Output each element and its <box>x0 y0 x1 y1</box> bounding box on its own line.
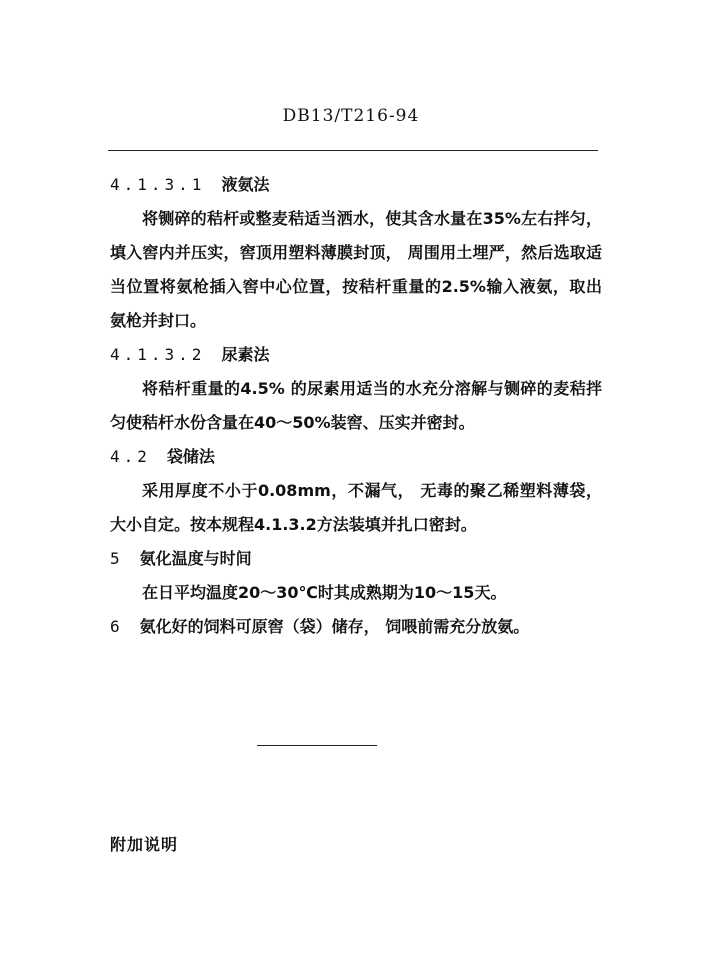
end-rule <box>257 745 377 746</box>
section-title: 液氨法 <box>221 175 270 194</box>
section-heading-4-1-3-2 <box>110 338 602 372</box>
section-title: 氨化温度与时间 <box>139 549 252 568</box>
header-code: DB13/T216-94 <box>282 106 420 126</box>
paragraph-section-6 <box>110 610 602 644</box>
paragraph-bag-storage: 采用厚度不小于0.08mm，不漏气， 无毒的聚乙稀塑料薄袋，大小自定。按本规程4.1.3.2方法装填并扎口密封。 <box>110 481 602 534</box>
paragraph-urea-method: 将秸杆重量的4.5% 的尿素用适当的水充分溶解与铡碎的麦秸拌匀使秸杆水份含量在40～50%装窖、压实并密封。 <box>110 379 602 432</box>
section-number: 4.1.3.2 <box>110 345 206 364</box>
section-6-text: 氨化好的饲料可原窖（袋）储存， 饲喂前需充分放氨。 <box>139 617 530 636</box>
section-title: 尿素法 <box>221 345 270 364</box>
section-number: 6 <box>110 617 124 636</box>
header-rule <box>108 150 598 151</box>
paragraph-liquid-ammonia: 将铡碎的秸杆或整麦秸适当洒水，使其含水量在35%左右拌匀，填入窖内并压实，窖顶用塑料薄膜封顶， 周围用土埋严，然后选取适当位置将氨枪插入窖中心位置，按秸杆重量的2.5%输入液氨，取出氨枪并封口。 <box>110 209 602 330</box>
section-number: 5 <box>110 549 124 568</box>
section-number: 4.2 <box>110 447 151 466</box>
section-heading-4-1-3-1 <box>110 168 602 202</box>
section-heading-4-2 <box>110 440 602 474</box>
section-heading-5 <box>110 542 602 576</box>
document-body <box>110 168 602 644</box>
section-title: 袋储法 <box>166 447 215 466</box>
appendix-title: 附加说明 <box>110 835 179 854</box>
paragraph-temperature-time: 在日平均温度20～30℃时其成熟期为10～15天。 <box>142 583 507 602</box>
section-number: 4.1.3.1 <box>110 175 206 194</box>
